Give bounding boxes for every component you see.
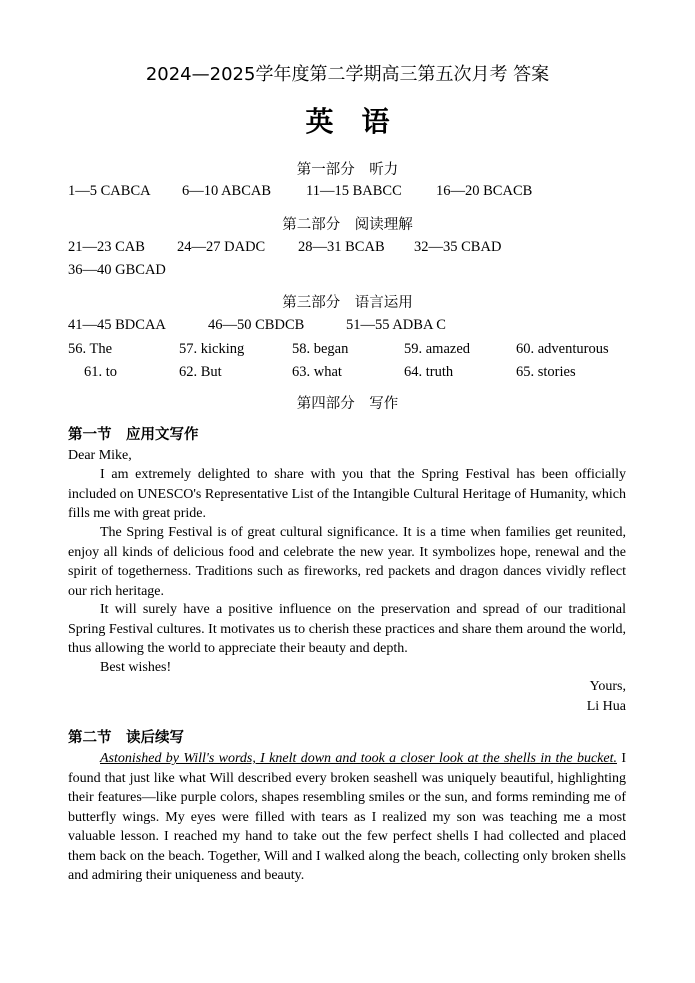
fill-answer: 64. truth <box>404 364 454 380</box>
answer-group: 16—20 BCACB <box>436 183 533 199</box>
letter-paragraph-3: It will surely have a positive influence on the preservation and spread of our traditional Spring Festival cultures. It motivates us to cherish these practices and share them around the world, thus allowing the world to appreciate their beauty and depth. <box>68 602 626 656</box>
fill-answer: 62. But <box>179 364 222 380</box>
fill-answer: 63. what <box>292 364 342 380</box>
section1-heading: 第一节 应用文写作 <box>68 427 199 443</box>
fill-answer: 57. kicking <box>179 341 245 357</box>
fill-answer: 65. stories <box>516 364 576 380</box>
answer-group: 1—5 CABCA <box>68 183 151 199</box>
letter-paragraph-1: I am extremely delighted to share with you that the Spring Festival has been officially included on UNESCO's Representative List of the Intangible Cultural Heritage of Humanity, which fills me with great pride. <box>68 467 626 521</box>
letter-sign-yours: Yours, <box>589 679 626 694</box>
answer-group: 28—31 BCAB <box>298 239 385 255</box>
part2-heading: 第二部分 阅读理解 <box>282 217 413 233</box>
fill-answer: 61. to <box>84 364 118 380</box>
answer-group: 32—35 CBAD <box>414 239 502 255</box>
fill-answer: 60. adventurous <box>516 341 609 357</box>
letter-paragraph-2: The Spring Festival is of great cultural significance. It is a time when families get reunited, enjoy all kinds of delicious food and celebrate the new year. It symbolizes hope, renewal and the spirit of togetherness. Traditions such as fireworks, red packets and dragon dances vividly reflect our rich heritage. <box>68 525 626 599</box>
subject-title: 英语 <box>305 105 418 138</box>
part3-heading: 第三部分 语言运用 <box>282 295 413 311</box>
letter-closing: Best wishes! <box>100 660 172 675</box>
answer-group: 21—23 CAB <box>68 239 145 255</box>
answer-group: 41—45 BDCAA <box>68 317 166 333</box>
answer-group: 11—15 BABCC <box>306 183 402 199</box>
continuation-body: I found that just like what Will described every broken seashell was uniquely beautiful, highlighting their features—like purple colors, shapes resembling smiles or the sun, and forms reminding me of butterfly wings. My eyes were filled with tears as I realized my son was teaching me a most valuable lesson. I reached my hand to take out the few perfect shells I had collected and placed them back on the beach. Together, Will and I walked along the beach, collecting only broken shells and admiring their uniqueness and beauty. <box>68 751 626 883</box>
answer-group: 24—27 DADC <box>177 239 266 255</box>
answer-group: 51—55 ADBA C <box>346 317 446 333</box>
part4-heading: 第四部分 写作 <box>296 396 399 412</box>
continuation-lead-sentence: Astonished by Will's words, I knelt down and took a closer look at the shells in the bucket. <box>100 751 617 766</box>
section2-heading: 第二节 读后续写 <box>68 730 184 746</box>
answer-group: 36—40 GBCAD <box>68 262 166 278</box>
answer-group: 6—10 ABCAB <box>182 183 272 199</box>
continuation-paragraph <box>68 749 626 886</box>
letter-salutation: Dear Mike, <box>68 448 132 463</box>
page-title: 2024—2025学年度第二学期高三第五次月考 答案 <box>145 64 550 85</box>
fill-answer: 58. began <box>292 341 349 357</box>
fill-answer: 59. amazed <box>404 341 471 357</box>
letter-sign-name: Li Hua <box>586 699 626 714</box>
part1-heading: 第一部分 听力 <box>296 162 399 178</box>
fill-answer: 56. The <box>68 341 113 357</box>
answer-group: 46—50 CBDCB <box>208 317 305 333</box>
